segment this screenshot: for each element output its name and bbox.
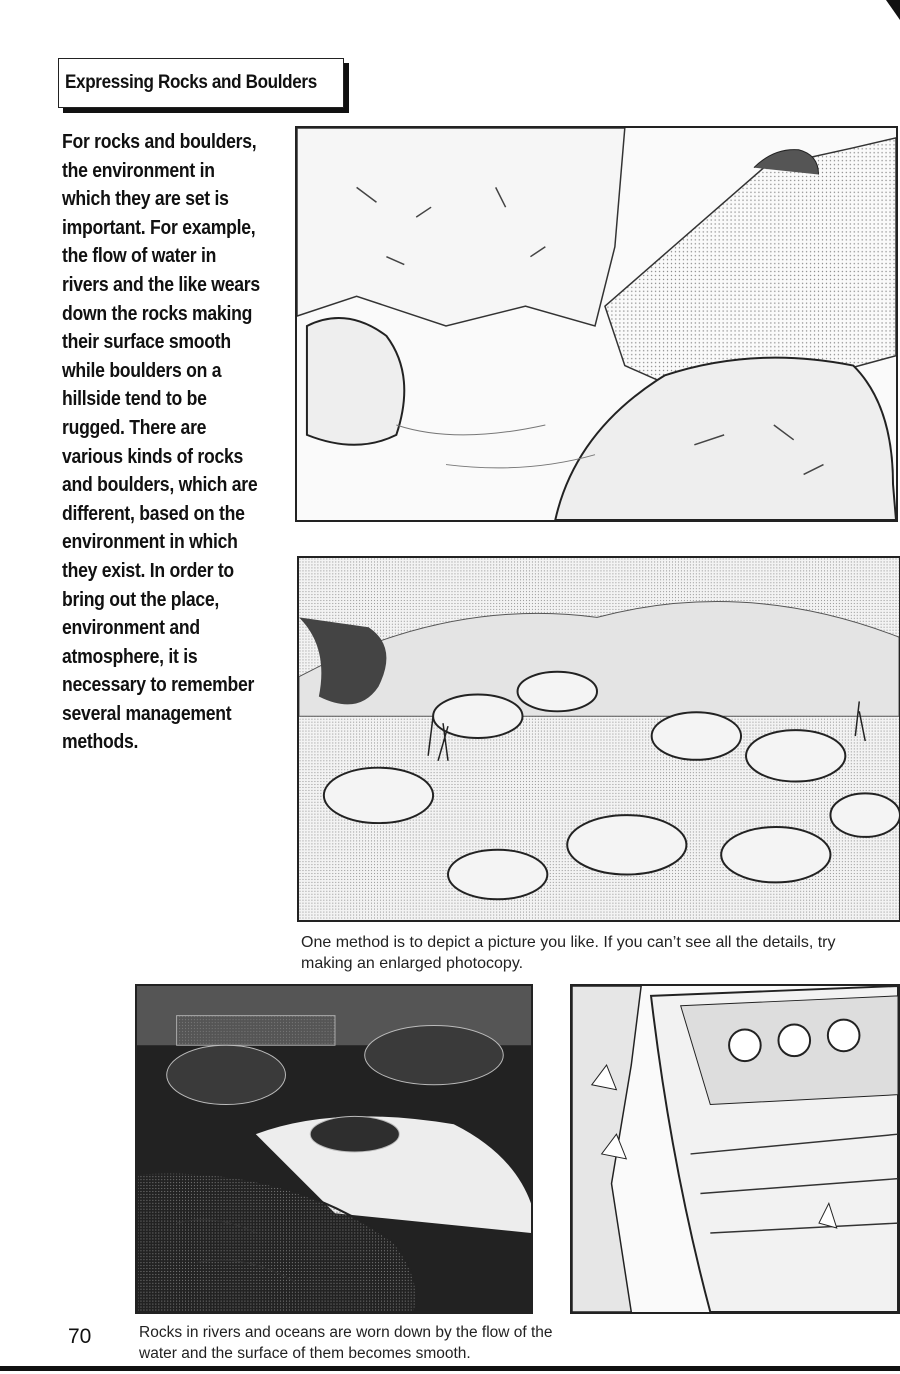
page-corner-mark (886, 0, 900, 20)
intro-line: while boulders on a (62, 359, 222, 382)
section-heading (58, 58, 344, 108)
page-number: 70 (68, 1325, 92, 1348)
intro-line: different, based on the (62, 502, 245, 525)
bottom-rule (0, 1366, 900, 1371)
intro-line: the environment in (62, 159, 215, 182)
intro-line: important. For example, (62, 216, 256, 239)
intro-line: their surface smooth (62, 331, 231, 354)
section-heading-text: Expressing Rocks and Boulders (65, 72, 317, 93)
river-rocks-illustration (135, 984, 533, 1314)
intro-line: necessary to remember (62, 674, 255, 697)
rock-pile-illustration (297, 556, 900, 922)
intro-line: several management (62, 702, 232, 725)
intro-line: atmosphere, it is (62, 645, 198, 668)
ship-rock-formation-illustration (570, 984, 900, 1314)
intro-line: For rocks and boulders, (62, 131, 257, 153)
intro-line: the flow of water in (62, 245, 217, 268)
intro-line: which they are set is (62, 188, 229, 211)
intro-line: methods. (62, 731, 139, 754)
intro-line: hillside tend to be (62, 388, 207, 411)
intro-line: and boulders, which are (62, 474, 258, 497)
intro-line: rivers and the like wears (62, 273, 260, 296)
intro-line: environment and (62, 617, 200, 640)
cliff-boulders-illustration (295, 126, 898, 522)
river-rocks-caption: Rocks in rivers and oceans are worn down by the flow of the water and the surface of them becomes smooth. (139, 1324, 553, 1362)
intro-line: various kinds of rocks (62, 445, 244, 468)
intro-line: environment in which (62, 531, 238, 554)
photocopy-caption: One method is to depict a picture you like. If you can’t see all the details, try making an enlarged photocopy. (301, 934, 836, 972)
intro-line: rugged. There are (62, 416, 207, 439)
intro-paragraph (62, 128, 284, 757)
intro-line: down the rocks making (62, 302, 253, 325)
intro-line: bring out the place, (62, 588, 220, 611)
intro-line: they exist. In order to (62, 559, 234, 582)
